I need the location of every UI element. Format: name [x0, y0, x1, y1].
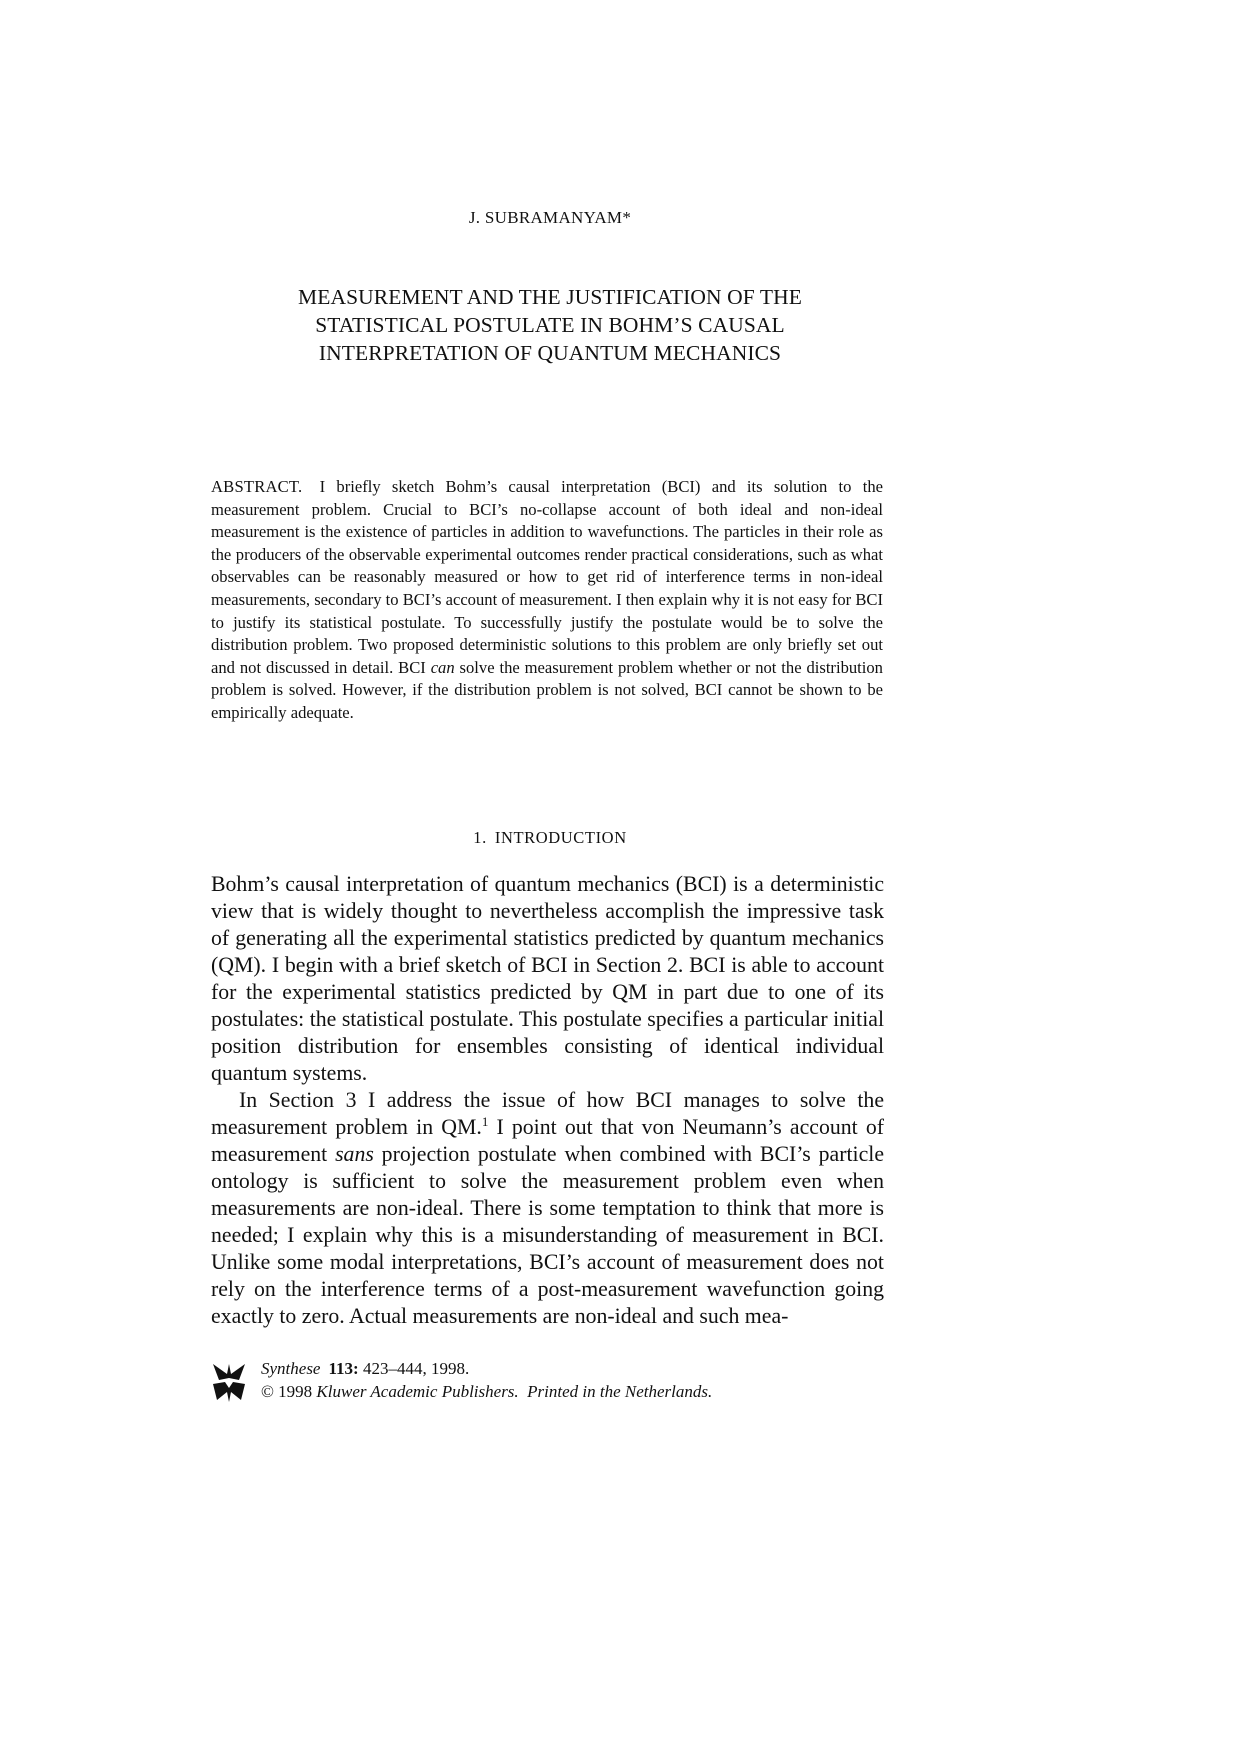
journal-volume: 113: — [328, 1359, 359, 1378]
journal-pages: 423–444, 1998. — [362, 1359, 470, 1378]
printed-location: Printed in the Netherlands. — [527, 1381, 713, 1401]
author-name: J. SUBRAMANYAM* — [468, 208, 632, 227]
abstract-text: I briefly sketch Bohm’s causal interpretation (BCI) and its solution to the measurement problem. Crucial to BCI’s no-collapse account of both ideal and non-ideal measurement is the existence of particles in addition to wavefunctions. The particles in their role as the producers of the observable experimental outcomes render practical considerations, such as what observables can be reasonably measured or how to get rid of interference terms in non-ideal measurements, secondary to BCI’s account of measurement. I then explain why it is not easy for BCI to justify its statistical postulate. To successfully justify the postulate would be to solve the distribution problem. Two proposed deterministic solutions to this problem are only briefly set out and not discussed in detail. BCI — [211, 477, 883, 677]
paragraph-text: I point out that von Neumann’s account of measurement — [211, 1115, 884, 1166]
title-line: INTERPRETATION OF QUANTUM MECHANICS — [318, 341, 782, 365]
abstract-label: ABSTRACT. — [211, 477, 303, 496]
citation-line — [261, 1358, 712, 1381]
copyright-line — [261, 1381, 712, 1404]
paragraph-text: projection postulate when combined with BCI’s particle ontology is sufficient to solve the measurement problem even when measurements are non-ideal. There is some temptation to think that more is needed; I explain why this is a misunderstanding of measurement in BCI. Unlike some modal interpretations, BCI’s account of measurement does not rely on the interference terms of a post-measurement wavefunction going exactly to zero. Actual measurements are non-ideal and such mea- — [211, 1142, 884, 1328]
paragraph — [211, 1087, 884, 1330]
abstract-emphasis: can — [430, 657, 455, 677]
publication-footer — [211, 1358, 911, 1408]
abstract — [211, 476, 883, 725]
body-text — [211, 871, 884, 1330]
paragraph: Bohm’s causal interpretation of quantum mechanics (BCI) is a deterministic view that is widely thought to nevertheless accomplish the impressive task of generating all the experimental statistics predicted by quantum mechanics (QM). I begin with a brief sketch of BCI in Section 2. BCI is able to account for the experimental statistics predicted by QM in part due to one of its postulates: the statistical postulate. This postulate specifies a particular initial position distribution for ensembles consisting of identical individual quantum systems. — [211, 872, 884, 1085]
section-title: INTRODUCTION — [494, 828, 627, 847]
paragraph-text: In Section 3 I address the issue of how BCI manages to solve the measurement problem in QM. — [211, 1088, 884, 1139]
section-number: 1. — [473, 828, 487, 847]
abstract-text: solve the measurement problem whether or not the distribution problem is solved. However, if the distribution problem is not solved, BCI cannot be shown to be empirically adequate. — [211, 657, 883, 722]
journal-name: Synthese — [261, 1359, 321, 1378]
kluwer-logo-icon — [211, 1360, 247, 1404]
section-heading — [0, 828, 1100, 848]
copyright-year: © 1998 — [261, 1381, 313, 1401]
emphasis-text: sans — [335, 1142, 374, 1166]
publisher-name: Kluwer Academic Publishers. — [316, 1381, 519, 1401]
footnote-marker[interactable]: 1 — [481, 1114, 489, 1129]
title-line: STATISTICAL POSTULATE IN BOHM’S CAUSAL — [315, 313, 785, 337]
footer-text — [261, 1358, 712, 1403]
title-line: MEASUREMENT AND THE JUSTIFICATION OF THE — [298, 285, 802, 309]
paper-title — [210, 283, 890, 367]
